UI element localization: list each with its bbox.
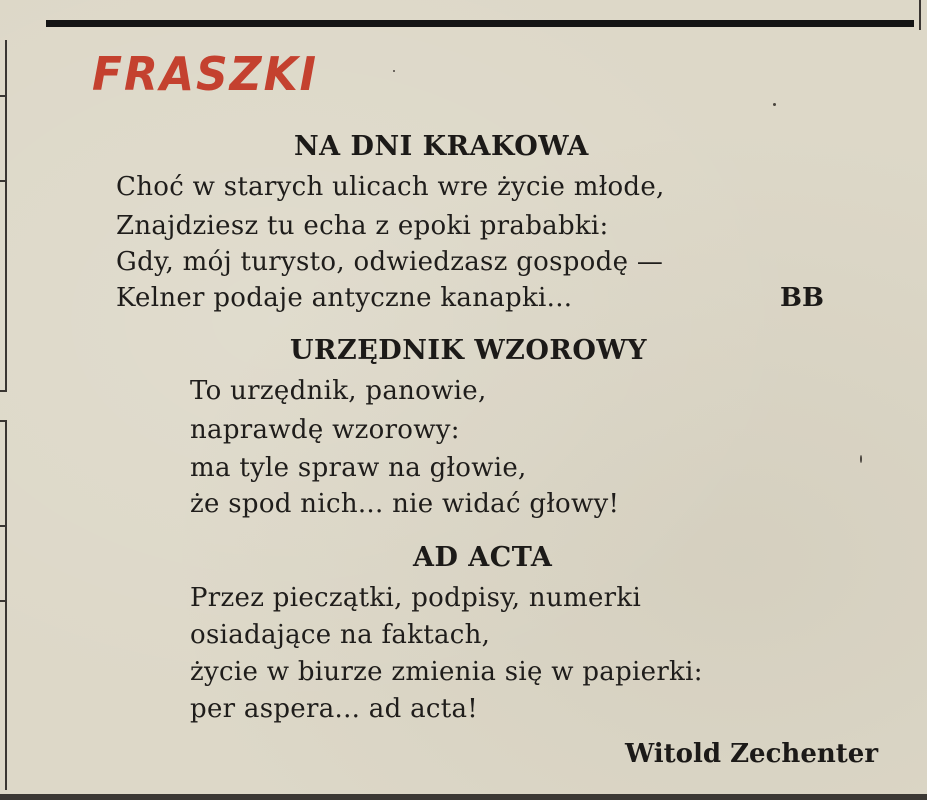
left-edge-mark (0, 525, 7, 527)
section-title: FRASZKI (92, 48, 319, 102)
poem-line: osiadające na faktach, (190, 620, 491, 650)
poem-line: per aspera... ad acta! (190, 694, 479, 724)
poem-line: Znajdziesz tu echa z epoki prababki: (116, 211, 609, 241)
left-edge-mark (0, 390, 7, 392)
print-speck (860, 455, 862, 463)
print-speck (773, 103, 776, 106)
poem-line: Gdy, mój turysto, odwiedzasz gospodę — (116, 247, 664, 277)
bottom-rule (0, 794, 927, 800)
right-edge-rule (919, 0, 921, 30)
left-column-rule-lower (5, 420, 7, 790)
poem-line: To urzędnik, panowie, (190, 376, 487, 406)
poem-title-urzednik-wzorowy: URZĘDNIK WZOROWY (290, 335, 647, 366)
left-edge-mark (0, 600, 7, 602)
poem-line: Choć w starych ulicach wre życie młode, (116, 172, 665, 202)
poem-title-ad-acta: AD ACTA (413, 542, 553, 573)
poem-signature: BB (780, 283, 824, 313)
poem-line: naprawdę wzorowy: (190, 415, 460, 445)
poem-line: Kelner podaje antyczne kanapki... (116, 283, 573, 313)
poem-line: ma tyle spraw na głowie, (190, 453, 527, 483)
poem-title-na-dni-krakowa: NA DNI KRAKOWA (294, 131, 589, 162)
poem-line: Przez pieczątki, podpisy, numerki (190, 583, 642, 613)
left-column-rule-upper (5, 40, 7, 390)
left-edge-mark (0, 420, 7, 422)
top-rule (46, 20, 914, 27)
print-speck (393, 70, 395, 72)
left-edge-mark (0, 180, 7, 182)
poem-line: życie w biurze zmienia się w papierki: (190, 657, 703, 687)
left-edge-mark (0, 95, 7, 97)
author-signature: Witold Zechenter (625, 739, 879, 769)
poem-line: że spod nich... nie widać głowy! (190, 489, 620, 519)
